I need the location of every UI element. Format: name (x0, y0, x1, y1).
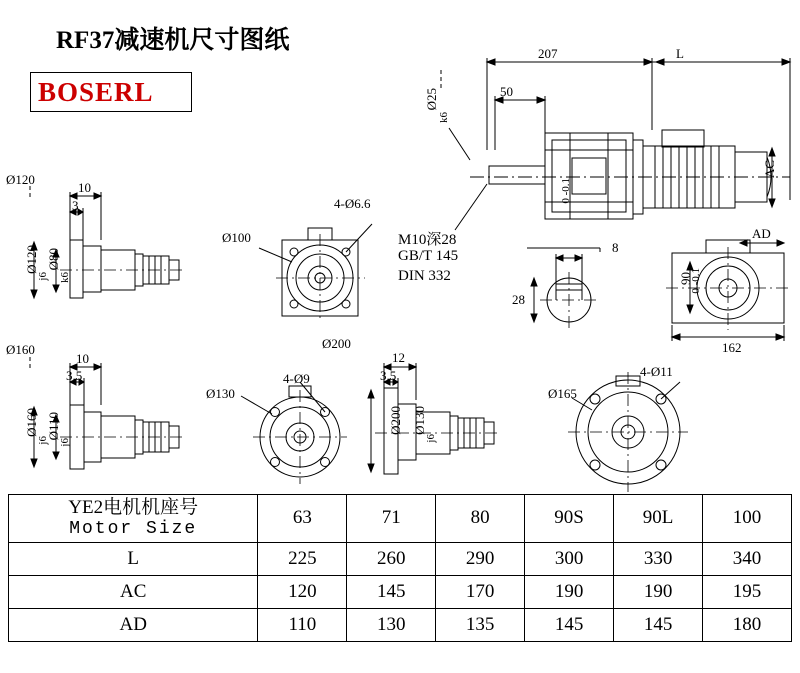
header-motor-size (9, 495, 258, 543)
bore-80: Ø80 (46, 248, 61, 271)
AC-80: 170 (436, 575, 525, 608)
AD-90s: 145 (525, 608, 614, 641)
AD-90l: 145 (614, 608, 703, 641)
table-row (9, 575, 792, 608)
table-header-row (9, 495, 792, 543)
size-90l: 90L (614, 495, 703, 543)
tol-small: 0 -0.1 (560, 178, 572, 204)
holes-4x11: 4-Ø11 (640, 364, 673, 379)
flange-dia-160: Ø160 (6, 342, 35, 357)
AC-90l: 190 (614, 575, 703, 608)
dim-10-bottom: 10 (76, 351, 89, 366)
row-label-AD: AD (9, 608, 258, 641)
L-80: 290 (436, 542, 525, 575)
shaft-diameter: Ø25 (424, 88, 439, 111)
dim-207: 207 (538, 46, 558, 61)
dim-10-top: 10 (78, 180, 91, 195)
size-71: 71 (347, 495, 436, 543)
thread-note-1: M10深28 (398, 232, 457, 248)
table-row (9, 608, 792, 641)
size-63: 63 (258, 495, 347, 543)
dim-3-5-right: 3.5 (380, 368, 397, 383)
AC-100: 195 (703, 575, 792, 608)
bore-110-tol: j6 (59, 438, 71, 447)
AD-71: 130 (347, 608, 436, 641)
AD-63: 110 (258, 608, 347, 641)
L-71: 260 (347, 542, 436, 575)
L-63: 225 (258, 542, 347, 575)
dim-162: 162 (722, 340, 742, 355)
AC-71: 145 (347, 575, 436, 608)
tol-90: 0 -0.1 (690, 268, 702, 294)
flange-dia-200: Ø200 (322, 336, 351, 351)
logo-text: BOSERL (38, 77, 154, 107)
bore-160: Ø160 (24, 408, 39, 437)
bore-120: Ø120 (24, 245, 39, 274)
bore-130-tol: j6 (425, 434, 437, 443)
header-motor-size-en: Motor Size (69, 518, 198, 539)
dim-3-5-left: 3.5 (66, 368, 83, 383)
table-row (9, 542, 792, 575)
thread-note-3: DIN 332 (398, 268, 451, 284)
size-80: 80 (436, 495, 525, 543)
thread-note-2: GB/T 145 (398, 248, 459, 264)
bore-160-tol: j6 (37, 436, 49, 445)
dim-AC: AC (762, 160, 777, 179)
bore-110: Ø110 (46, 412, 61, 441)
bore-120-tol: j6 (37, 272, 49, 281)
bore-200: Ø200 (388, 406, 403, 435)
AC-63: 120 (258, 575, 347, 608)
bore-130: Ø130 (412, 406, 427, 435)
dim-8: 8 (612, 240, 619, 255)
dim-90: 90 (678, 272, 693, 285)
dim-L: L (676, 46, 684, 61)
size-100: 100 (703, 495, 792, 543)
L-90s: 300 (525, 542, 614, 575)
row-label-AC: AC (9, 575, 258, 608)
L-100: 340 (703, 542, 792, 575)
dim-3: 3 (72, 198, 79, 213)
flange-dia-120: Ø120 (6, 172, 35, 187)
dim-AD: AD (752, 226, 771, 241)
pcd-165: Ø165 (548, 386, 577, 401)
dim-50: 50 (500, 84, 513, 99)
AD-80: 135 (436, 608, 525, 641)
row-label-L: L (9, 542, 258, 575)
AC-90s: 190 (525, 575, 614, 608)
holes-4x66: 4-Ø6.6 (334, 196, 371, 211)
specification-table (8, 494, 792, 642)
dim-12: 12 (392, 350, 405, 365)
size-90s: 90S (525, 495, 614, 543)
pcd-130: Ø130 (206, 386, 235, 401)
AD-100: 180 (703, 608, 792, 641)
holes-4x9: 4-Ø9 (283, 371, 310, 386)
shaft-tolerance: k6 (438, 112, 450, 123)
pcd-100: Ø100 (222, 230, 251, 245)
bore-80-tol: k6 (59, 272, 71, 283)
L-90l: 330 (614, 542, 703, 575)
header-motor-size-cn: YE2电机机座号 (68, 497, 199, 518)
dim-28: 28 (512, 292, 525, 307)
page-title: RF37减速机尺寸图纸 (56, 27, 290, 54)
